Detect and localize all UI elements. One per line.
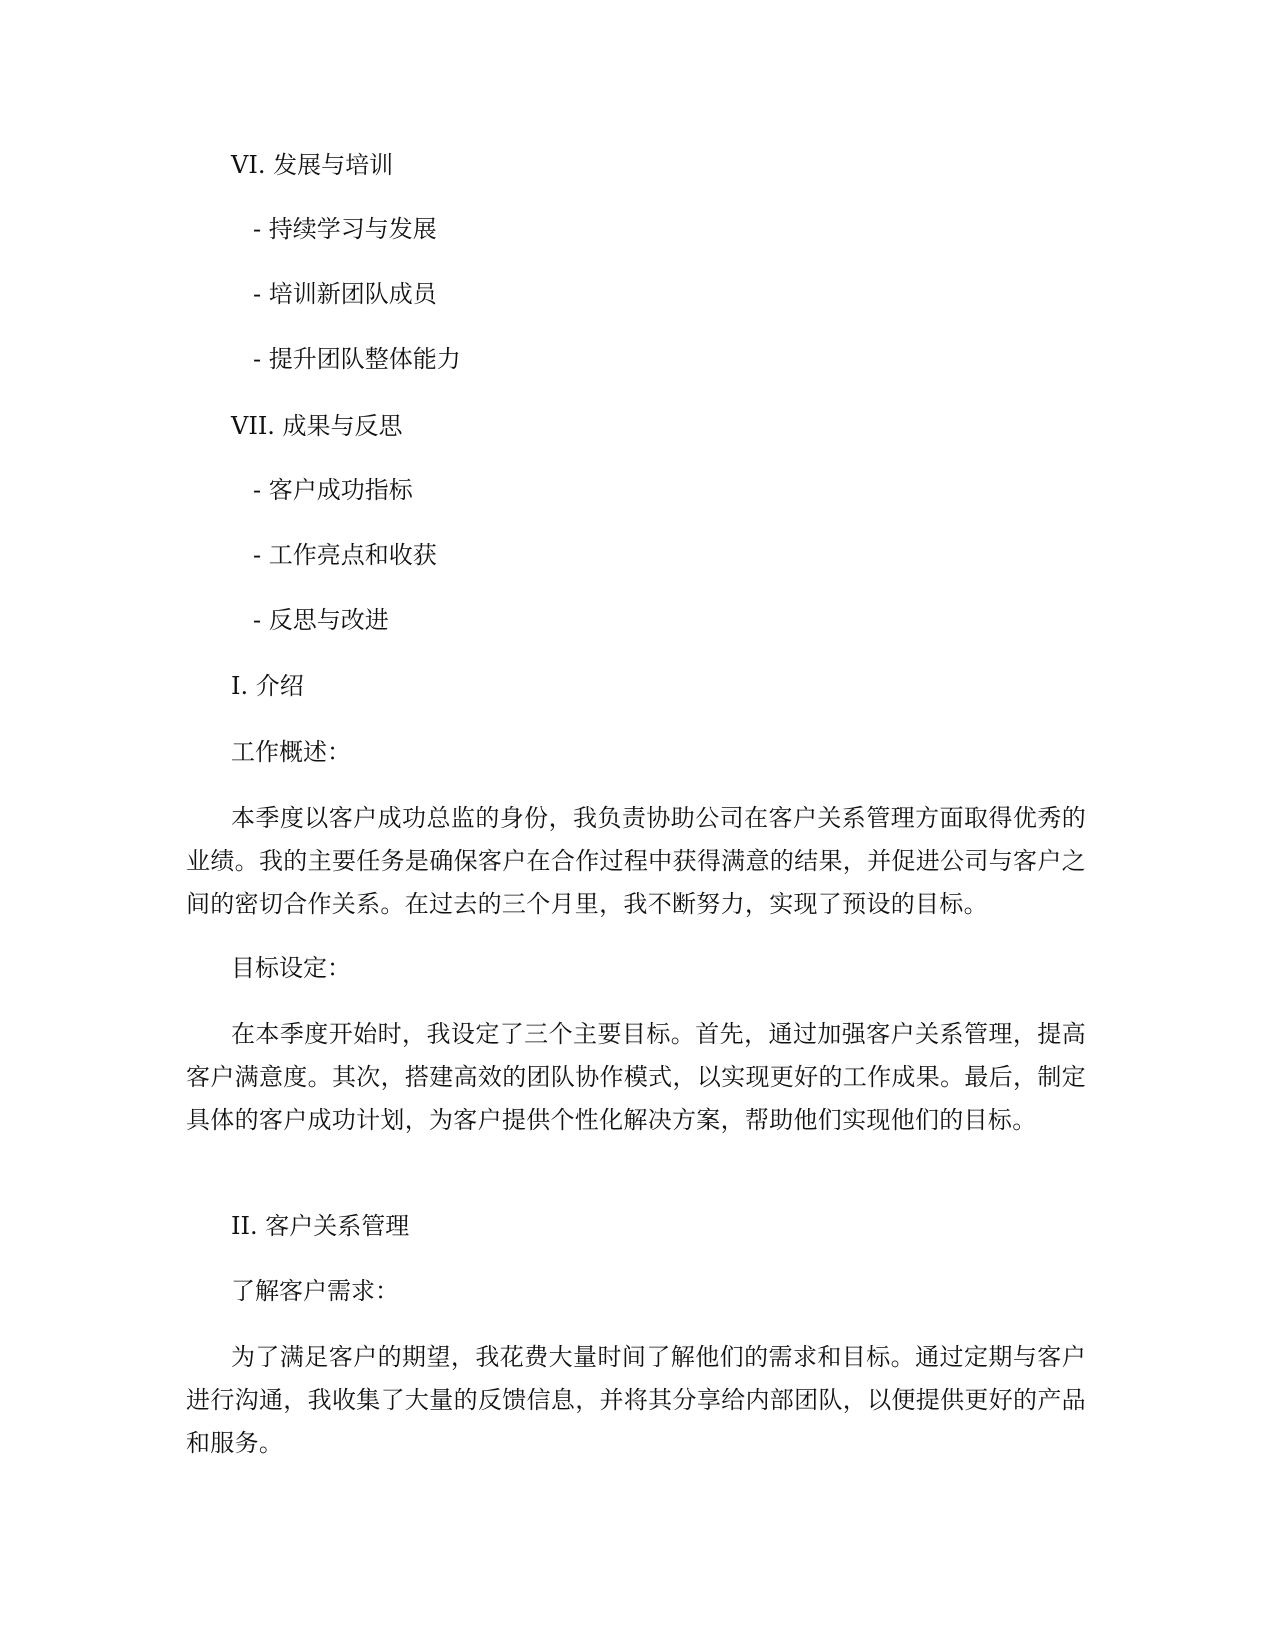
outline-vi-item: - 持续学习与发展	[253, 215, 437, 243]
work-overview-paragraph: 本季度以客户成功总监的身份，我负责协助公司在客户关系管理方面取得优秀的业绩。我的主要任务是确保客户在合作过程中获得满意的结果，并促进公司与客户之间的密切合作关系。在过去的三个月里，我不断努力，实现了预设的目标。	[186, 804, 1086, 918]
outline-vi-item: - 提升团队整体能力	[253, 345, 461, 373]
outline-vii-item: - 反思与改进	[253, 606, 389, 634]
section-ii-heading: II. 客户关系管理	[231, 1212, 410, 1240]
outline-vi-heading: VI. 发展与培训	[231, 151, 394, 179]
outline-vii-item: - 工作亮点和收获	[253, 541, 437, 569]
outline-vii-heading: VII. 成果与反思	[231, 412, 403, 440]
understand-needs-paragraph: 为了满足客户的期望，我花费大量时间了解他们的需求和目标。通过定期与客户进行沟通，我收集了大量的反馈信息，并将其分享给内部团队，以便提供更好的产品和服务。	[186, 1343, 1086, 1457]
outline-vii-item: - 客户成功指标	[253, 476, 413, 504]
understand-needs-label: 了解客户需求：	[231, 1277, 399, 1305]
work-overview-label: 工作概述：	[231, 738, 351, 766]
section-i-heading: I. 介绍	[231, 672, 304, 700]
outline-vi-item: - 培训新团队成员	[253, 280, 437, 308]
goal-setting-label: 目标设定：	[231, 954, 351, 982]
goal-setting-paragraph: 在本季度开始时，我设定了三个主要目标。首先，通过加强客户关系管理，提高客户满意度。其次，搭建高效的团队协作模式，以实现更好的工作成果。最后，制定具体的客户成功计划，为客户提供个性化解决方案，帮助他们实现他们的目标。	[186, 1020, 1086, 1134]
